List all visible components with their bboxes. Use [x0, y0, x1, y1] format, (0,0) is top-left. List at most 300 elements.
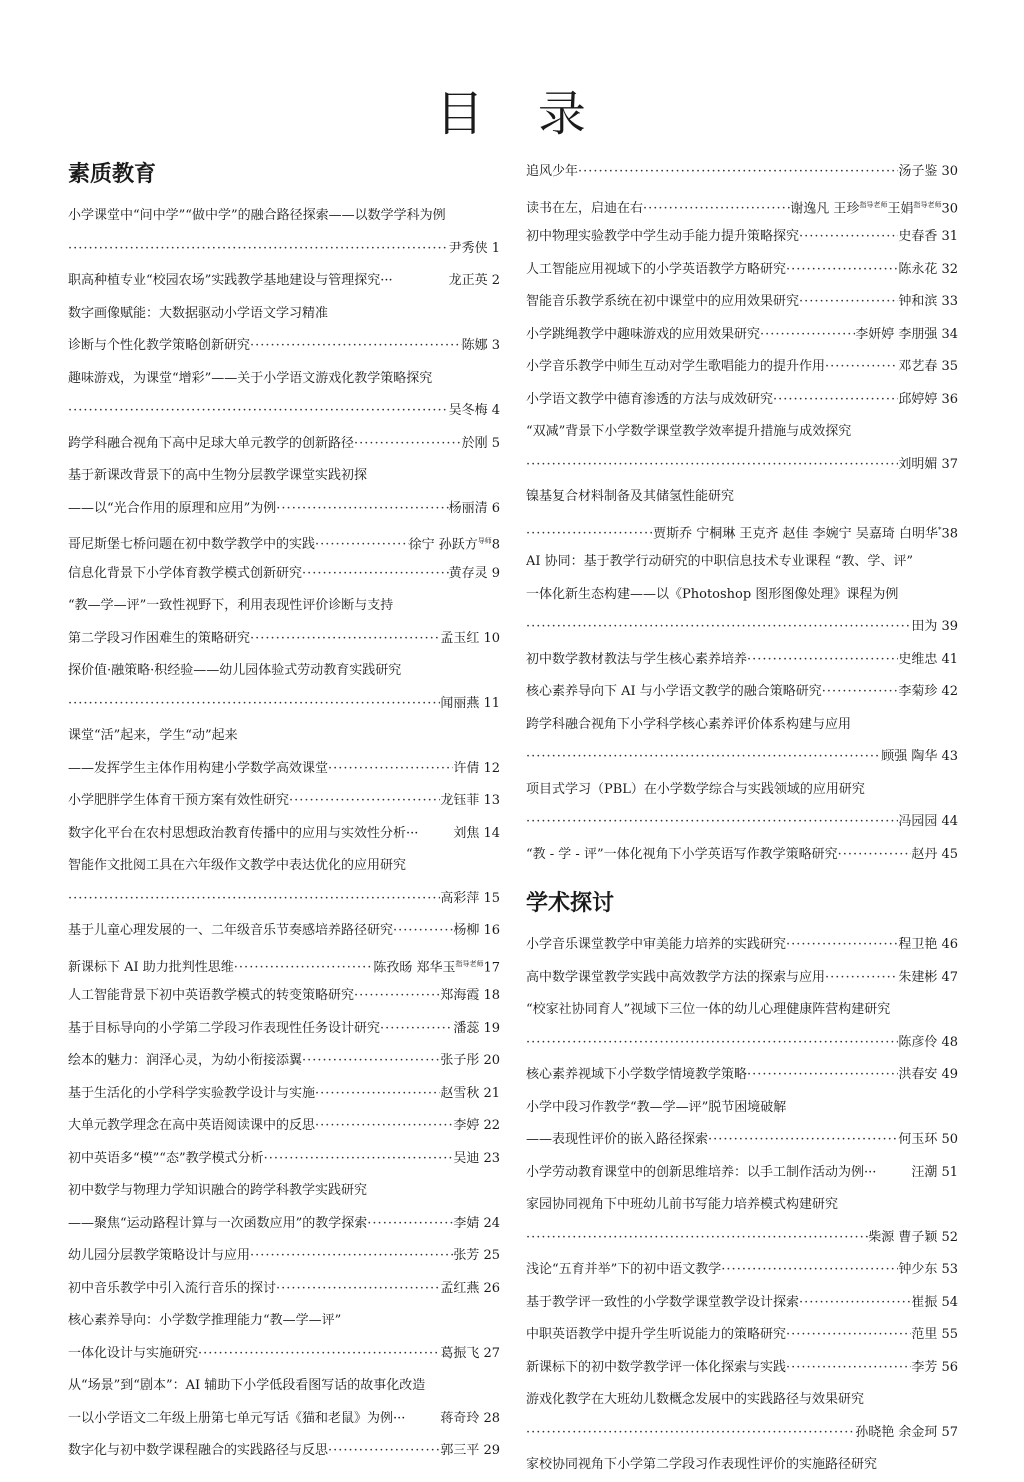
toc-author: 邱婷婷 36 — [898, 391, 958, 407]
toc-leader-dots — [747, 1059, 898, 1092]
toc-leader-dots — [354, 428, 462, 461]
toc-entry — [68, 720, 500, 753]
toc-leader-dots — [234, 952, 374, 980]
toc-entry-title: 追风少年 — [526, 164, 579, 179]
toc-author: 高彩萍 15 — [440, 890, 500, 906]
toc-entry — [68, 980, 500, 1013]
toc-entry-title: 核心素养导向下 AI 与小学语文教学的融合策略研究 — [526, 684, 822, 699]
toc-page-number: 17 — [483, 959, 500, 975]
toc-entry-title: 跨学科融合视角下小学科学核心素养评价体系构建与应用 — [526, 716, 852, 732]
toc-leader-dots — [315, 529, 409, 557]
toc-entries-right-bottom — [526, 929, 958, 1482]
toc-entry-title: 人工智能应用视域下的小学英语教学方略研究 — [526, 261, 787, 277]
toc-author: 杨丽清 6 — [448, 500, 500, 516]
toc-entry-title: 核心素养视域下小学数学情境教学策略 — [526, 1067, 748, 1082]
toc-entry-author-page — [898, 254, 958, 287]
toc-entry — [68, 785, 500, 818]
toc-entry-title: 数字化平台在农村思想政治教育传播中的应用与实效性分析··· — [68, 825, 419, 841]
toc-entry — [526, 189, 958, 222]
toc-entry-title: AI 协同：基于教学行动研究的中职信息技术专业课程 “教、学、评” — [526, 554, 914, 569]
toc-author: 徐宁 孙跃方 — [408, 537, 478, 553]
toc-entry-title: “教 - 学 - 评”一体化视角下小学英语写作教学策略研究 — [526, 846, 838, 862]
toc-entry-author-page — [911, 611, 958, 644]
toc-entry-author-page — [898, 1059, 958, 1092]
toc-author-note: 导师 — [477, 537, 492, 545]
toc-entry-title: 小学课堂中“问中学”“做中学”的融合路径探索——以数学学科为例 — [68, 208, 446, 223]
toc-leader-dots — [526, 1027, 898, 1060]
toc-entry — [526, 514, 958, 547]
page-title: 目 录 — [435, 86, 589, 142]
toc-entry-author-page — [440, 623, 500, 656]
toc-entry-author-page — [440, 1403, 500, 1436]
toc-entry-title: 小学跳绳教学中趣味游戏的应用效果研究 — [526, 326, 761, 342]
toc-entry-author-page — [453, 818, 500, 851]
toc-entry-author-page — [881, 741, 958, 774]
toc-entry — [526, 962, 958, 995]
toc-entry — [68, 200, 500, 233]
toc-entry-author-page — [440, 785, 500, 818]
toc-author: 於刚 5 — [461, 435, 500, 451]
toc-entry-author-page — [440, 688, 500, 721]
toc-entry — [526, 1222, 958, 1255]
toc-leader-dots — [708, 1124, 898, 1157]
toc-leader-dots — [578, 156, 898, 189]
toc-leader-dots — [526, 1417, 855, 1450]
toc-leader-dots — [760, 319, 855, 352]
toc-leader-dots — [68, 395, 449, 428]
toc-author: 吴冬梅 4 — [448, 403, 500, 418]
toc-entry-title: 绘本的魅力：润泽心灵，为幼小衔接添翼 — [68, 1053, 303, 1068]
toc-entry — [526, 709, 958, 742]
toc-entry-author-page — [911, 1157, 958, 1190]
toc-author: 蒋奇玲 28 — [440, 1410, 500, 1426]
toc-entry — [68, 590, 500, 623]
toc-entry-title: 小学语文教学中德育渗透的方法与成效研究 — [526, 391, 774, 407]
toc-entry — [68, 1143, 500, 1176]
toc-entry — [526, 1352, 958, 1385]
toc-entry — [526, 839, 958, 872]
toc-entry-author-page — [453, 915, 500, 948]
toc-author: 尹秀侠 1 — [448, 240, 500, 256]
toc-author: 刘焦 14 — [453, 825, 500, 841]
toc-author: 杨柳 16 — [453, 923, 500, 938]
toc-entry-title: 课堂“活”起来，学生“动”起来 — [68, 728, 238, 743]
toc-leader-dots — [276, 493, 448, 526]
toc-entry-author-page — [449, 558, 500, 591]
toc-author: 贾斯乔 宁桐琳 王克齐 赵佳 李婉宁 吴嘉琦 白明华 — [653, 525, 938, 541]
toc-entry — [68, 1078, 500, 1111]
toc-leader-dots — [786, 1352, 911, 1385]
toc-entry-title: 一体化设计与实施研究 — [68, 1345, 199, 1361]
toc-leader-dots — [68, 233, 449, 266]
toc-entry-author-page — [449, 233, 500, 266]
toc-leader-dots — [825, 351, 898, 384]
toc-author: 潘蕊 19 — [453, 1020, 500, 1036]
toc-leader-dots — [526, 806, 898, 839]
toc-entry-author-page — [898, 806, 958, 839]
toc-entry — [68, 948, 500, 981]
toc-leader-dots — [68, 883, 440, 916]
toc-entry — [526, 319, 958, 352]
toc-leader-dots — [328, 1435, 440, 1468]
toc-leader-dots — [526, 611, 911, 644]
toc-entry — [526, 286, 958, 319]
toc-entry-title: 核心素养导向：小学数学推理能力“教—学—评” — [68, 1313, 342, 1328]
toc-entry — [526, 1254, 958, 1287]
toc-entry — [68, 623, 500, 656]
toc-entry-title: 智能作文批阅工具在六年级作文教学中表达优化的应用研究 — [68, 858, 407, 873]
toc-page-number: 王娟 — [887, 200, 914, 216]
toc-entry — [68, 363, 500, 396]
toc-leader-dots — [250, 330, 462, 363]
toc-entry-author-page — [449, 265, 500, 298]
toc-entry — [68, 1370, 500, 1403]
toc-author-note: 指导老师 — [455, 959, 484, 968]
toc-entry-author-page — [898, 1254, 958, 1287]
toc-entry-title: 高中数学课堂教学实践中高效教学方法的探索与应用 — [526, 969, 826, 985]
toc-author: 陈永花 32 — [898, 261, 958, 277]
toc-author: 洪春安 49 — [898, 1067, 958, 1082]
toc-entry-author-page — [449, 395, 500, 428]
toc-author: 史春香 31 — [898, 229, 958, 244]
toc-entry-author-page — [898, 156, 958, 189]
toc-entry — [68, 1338, 500, 1371]
toc-entry — [68, 655, 500, 688]
toc-entries-left — [68, 200, 500, 1468]
toc-leader-dots — [380, 1013, 453, 1046]
toc-entry-author-page — [453, 753, 500, 786]
toc-leader-dots — [198, 1338, 440, 1371]
toc-leader-dots — [838, 839, 912, 872]
toc-entry-title: ——发挥学生主体作用构建小学数学高效课堂 — [68, 760, 329, 776]
toc-entry-title: 初中英语多“模”“态”教学模式分析 — [68, 1150, 264, 1166]
toc-entry — [526, 384, 958, 417]
toc-entry-title: 探价值·融策略·积经验——幼儿园体验式劳动教育实践研究 — [68, 663, 402, 678]
toc-author: 陈彦伶 48 — [898, 1034, 958, 1050]
toc-entry-author-page — [911, 839, 958, 872]
toc-leader-dots — [264, 1143, 454, 1176]
toc-entry-title: 哥尼斯堡七桥问题在初中数学教学中的实践 — [68, 537, 316, 553]
toc-entry-author-page — [409, 525, 500, 558]
toc-entry-author-page — [898, 221, 958, 254]
toc-entry — [68, 298, 500, 331]
toc-entry — [526, 1384, 958, 1417]
toc-leader-dots — [799, 221, 898, 254]
toc-entry — [526, 416, 958, 449]
toc-entry-author-page — [898, 1124, 958, 1157]
toc-author: 顾强 陶华 43 — [881, 749, 958, 764]
toc-entry-author-page — [653, 514, 958, 547]
toc-entry — [68, 1403, 500, 1436]
toc-author: 田为 39 — [911, 619, 958, 634]
toc-entry-title: 人工智能背景下初中英语教学模式的转变策略研究 — [68, 988, 355, 1003]
toc-leader-dots — [526, 449, 898, 482]
toc-leader-dots — [799, 1287, 911, 1320]
toc-entry-title: 镍基复合材料制备及其储氢性能研究 — [526, 489, 735, 504]
toc-entry — [68, 1273, 500, 1306]
toc-entry — [68, 883, 500, 916]
toc-entry — [526, 741, 958, 774]
toc-author: 闻丽燕 11 — [440, 695, 500, 711]
toc-entry-author-page — [911, 1287, 958, 1320]
toc-author: 汤子鉴 30 — [898, 164, 958, 179]
toc-leader-dots — [302, 1045, 440, 1078]
toc-leader-dots — [315, 1110, 453, 1143]
toc-leader-dots — [773, 384, 898, 417]
toc-entry — [526, 1319, 958, 1352]
toc-entry-author-page — [898, 1027, 958, 1060]
toc-entry — [526, 579, 958, 612]
toc-entry — [68, 1305, 500, 1338]
toc-entry — [68, 265, 500, 298]
toc-entry-title: “教—学—评”一致性视野下，利用表现性评价诊断与支持 — [68, 598, 394, 613]
toc-entry-author-page — [462, 428, 500, 461]
toc-entry — [526, 254, 958, 287]
toc-author: 龙正英 2 — [448, 273, 500, 288]
toc-entry — [526, 611, 958, 644]
toc-entry-title: 信息化背景下小学体育教学模式创新研究 — [68, 565, 303, 581]
toc-entry — [526, 774, 958, 807]
toc-author: 钟少东 53 — [898, 1262, 958, 1277]
toc-leader-dots — [250, 1240, 453, 1273]
toc-entry — [526, 481, 958, 514]
toc-entry-title: 趣味游戏，为课堂“增彩”——关于小学语文游戏化教学策略探究 — [68, 370, 433, 386]
toc-author: 郑海霞 18 — [440, 988, 500, 1003]
toc-author: 陈孜旸 郑华玉 — [373, 959, 456, 975]
toc-author: 李菊珍 42 — [898, 684, 958, 699]
toc-entry-author-page — [440, 1273, 500, 1306]
toc-author: 黄存灵 9 — [448, 565, 500, 581]
toc-entry — [526, 1287, 958, 1320]
toc-leader-dots — [276, 1273, 440, 1306]
toc-author: 郭三平 29 — [440, 1443, 500, 1458]
toc-entry-author-page — [898, 384, 958, 417]
toc-leader-dots — [68, 688, 440, 721]
toc-entry-title: 从“场景”到“剧本”：AI 辅助下小学低段看图写话的故事化改造 — [68, 1378, 426, 1393]
toc-leader-dots — [250, 623, 440, 656]
toc-entry-author-page — [898, 286, 958, 319]
toc-entry — [526, 221, 958, 254]
toc-entry-title: 数字化与初中数学课程融合的实践路径与反思 — [68, 1443, 329, 1458]
toc-entry-title: 职高种植专业“校园农场”实践教学基地建设与管理探究··· — [68, 273, 393, 288]
toc-entry-author-page — [898, 449, 958, 482]
toc-entry-author-page — [440, 1338, 500, 1371]
toc-entry-title: 小学劳动教育课堂中的创新思维培养：以手工制作活动为例··· — [526, 1164, 877, 1180]
toc-entry-author-page — [449, 493, 500, 526]
toc-entry-title: 初中音乐教学中引入流行音乐的探讨 — [68, 1280, 277, 1296]
toc-entry-title: 数字画像赋能：大数据驱动小学语文学习精准 — [68, 305, 329, 321]
toc-entry-author-page — [453, 1208, 500, 1241]
toc-entry-author-page — [440, 1078, 500, 1111]
toc-entry — [526, 1092, 958, 1125]
toc-entry-title: 幼儿园分层教学策略设计与应用 — [68, 1248, 251, 1263]
toc-leader-dots — [822, 676, 899, 709]
toc-author: 许倩 12 — [453, 760, 500, 776]
toc-entry — [526, 449, 958, 482]
toc-leader-dots — [747, 644, 898, 677]
toc-entry-author-page — [898, 644, 958, 677]
toc-entry — [68, 460, 500, 493]
toc-entry — [68, 850, 500, 883]
toc-entry — [526, 929, 958, 962]
toc-entry — [526, 1449, 958, 1482]
toc-author: 龙钰菲 13 — [440, 793, 500, 808]
toc-author-note: 指导老师 — [913, 200, 942, 209]
toc-author-note: 指导老师 — [859, 200, 888, 209]
toc-author: 葛振飞 27 — [440, 1345, 500, 1361]
toc-entry-title: 初中物理实验教学中学生动手能力提升策略探究 — [526, 229, 800, 244]
toc-entry-author-page — [440, 980, 500, 1013]
toc-entry — [68, 1110, 500, 1143]
toc-entry-author-page — [911, 1319, 958, 1352]
toc-entry — [526, 1157, 958, 1190]
toc-author: 陈娜 3 — [461, 338, 500, 353]
toc-entry-title: 小学肥胖学生体育干预方案有效性研究 — [68, 793, 290, 808]
toc-entry-title: ——表现性评价的嵌入路径探索 — [526, 1132, 709, 1147]
toc-entry-title: 基于生活化的小学科学实验教学设计与实施 — [68, 1085, 316, 1101]
toc-entry — [68, 1435, 500, 1468]
toc-leader-dots — [302, 558, 449, 591]
toc-entry — [68, 1045, 500, 1078]
toc-entries-right-top — [526, 156, 958, 871]
toc-author: 李芳 56 — [911, 1359, 958, 1375]
toc-entry — [68, 1208, 500, 1241]
toc-entry-title: 基于教学评一致性的小学数学课堂教学设计探索 — [526, 1294, 800, 1310]
toc-entry-author-page — [898, 351, 958, 384]
toc-entry — [526, 1189, 958, 1222]
toc-entry — [68, 1175, 500, 1208]
toc-entry — [526, 546, 958, 579]
toc-entry-author-page — [453, 1240, 500, 1273]
toc-entry-title: 初中数学与物理力学知识融合的跨学科教学实践研究 — [68, 1183, 368, 1198]
toc-entry-title: 中职英语教学中提升学生听说能力的策略研究 — [526, 1327, 787, 1342]
toc-leader-dots — [799, 286, 898, 319]
toc-entry-title: 一体化新生态构建——以《Photoshop 图形图像处理》课程为例 — [526, 586, 899, 602]
toc-entry-author-page — [898, 676, 958, 709]
toc-entry — [526, 676, 958, 709]
toc-entry-title: 家校协同视角下小学第二学段习作表现性评价的实施路径研究 — [526, 1457, 878, 1472]
toc-leader-dots — [721, 1254, 898, 1287]
toc-entry — [526, 806, 958, 839]
toc-author: 谢逸凡 王珍 — [790, 200, 860, 216]
toc-author: 范里 55 — [911, 1327, 958, 1342]
toc-entry-author-page — [855, 1417, 958, 1450]
toc-leader-dots — [786, 254, 898, 287]
toc-author: 李婧 24 — [453, 1215, 500, 1231]
toc-entry-author-page — [453, 1110, 500, 1143]
toc-author: 程卫艳 46 — [898, 937, 958, 952]
toc-entry — [526, 1124, 958, 1157]
toc-entry-title: 游戏化教学在大班幼儿数概念发展中的实践路径与效果研究 — [526, 1392, 865, 1407]
toc-entry — [526, 1059, 958, 1092]
toc-entry — [526, 644, 958, 677]
toc-author: 钟和滨 33 — [898, 294, 958, 309]
toc-entry — [68, 493, 500, 526]
toc-entry-title: 项目式学习（PBL）在小学数学综合与实践领域的应用研究 — [526, 781, 865, 797]
toc-entry-author-page — [462, 330, 500, 363]
toc-author: 张芳 25 — [453, 1248, 500, 1263]
toc-entry-title: 一以小学语文二年级上册第七单元写话《猫和老鼠》为例··· — [68, 1410, 406, 1426]
toc-entry-title: 新课标下 AI 助力批判性思维 — [68, 959, 234, 975]
toc-author: 孙晓艳 余金珂 57 — [855, 1424, 958, 1440]
toc-entry — [68, 233, 500, 266]
toc-leader-dots — [328, 753, 453, 786]
toc-page-number: 8 — [491, 537, 500, 553]
toc-entry-title: ——聚焦“运动路程计算与一次函数应用”的教学探索 — [68, 1215, 368, 1231]
toc-entry-title: 小学中段习作教学“教—学—评”脱节困境破解 — [526, 1099, 787, 1115]
toc-entry-title: 第二学段习作困难生的策略研究 — [68, 630, 251, 646]
toc-entry — [68, 1013, 500, 1046]
toc-entry — [68, 395, 500, 428]
toc-entry — [68, 915, 500, 948]
toc-author: 孟红燕 26 — [440, 1280, 500, 1296]
toc-entry-title: 浅论“五育并举”下的初中语文教学 — [526, 1262, 722, 1277]
toc-left-column — [68, 156, 500, 1468]
toc-author: 张子彤 20 — [440, 1053, 500, 1068]
toc-entry-author-page — [911, 1352, 958, 1385]
toc-author: 赵雪秋 21 — [440, 1085, 500, 1101]
toc-author: 朱建彬 47 — [898, 969, 958, 985]
section-heading-academic-discussion: 学术探讨 — [526, 891, 615, 916]
toc-entry-title: 新课标下的初中数学教学评一体化探索与实践 — [526, 1359, 787, 1375]
toc-entry-title: 读书在左，启迪在右 — [526, 200, 644, 216]
toc-entry — [68, 753, 500, 786]
toc-entry — [68, 688, 500, 721]
toc-leader-dots — [643, 193, 790, 221]
toc-entry-author-page — [440, 1045, 500, 1078]
toc-page-number: 30 — [941, 200, 958, 216]
toc-entry-author-page — [898, 962, 958, 995]
toc-entry-title: 大单元教学理念在高中英语阅读课中的反思 — [68, 1118, 316, 1133]
toc-entry — [68, 558, 500, 591]
toc-author: 刘明媚 37 — [898, 456, 958, 472]
toc-entry-author-page — [868, 1222, 958, 1255]
toc-entry-title: ——以“光合作用的原理和应用”为例 — [68, 500, 277, 516]
toc-author-note: * — [937, 525, 942, 534]
section-heading-quality-education: 素质教育 — [68, 162, 157, 187]
toc-leader-dots — [315, 1078, 440, 1111]
toc-entry-title: 智能音乐教学系统在初中课堂中的应用效果研究 — [526, 294, 800, 309]
toc-leader-dots — [289, 785, 440, 818]
toc-author: 崔振 54 — [911, 1294, 958, 1310]
toc-entry-author-page — [453, 1013, 500, 1046]
toc-entry-title: 跨学科融合视角下高中足球大单元教学的创新路径 — [68, 435, 355, 451]
toc-entry — [526, 994, 958, 1027]
toc-author: 吴迪 23 — [453, 1150, 500, 1166]
toc-leader-dots — [393, 915, 453, 948]
toc-author: 邓艺春 35 — [898, 359, 958, 374]
toc-entry-title: 基于新课改背景下的高中生物分层教学课堂实践初探 — [68, 468, 368, 483]
toc-leader-dots — [354, 980, 440, 1013]
toc-leader-dots — [786, 929, 898, 962]
toc-entry-author-page — [373, 948, 500, 981]
toc-entry-title: “校家社协同育人”视域下三位一体的幼儿心理健康阵营构建研究 — [526, 1002, 891, 1017]
toc-entry-title: 基于目标导向的小学第二学段习作表现性任务设计研究 — [68, 1020, 381, 1036]
toc-entry-title: 基于儿童心理发展的一、二年级音乐节奏感培养路径研究 — [68, 923, 394, 938]
toc-entry — [68, 525, 500, 558]
toc-entry-title: 诊断与个性化教学策略创新研究 — [68, 338, 251, 353]
toc-page-number: 38 — [941, 525, 958, 541]
toc-entry-title: 小学音乐教学中师生互动对学生歌唱能力的提升作用 — [526, 359, 826, 374]
toc-entry — [68, 818, 500, 851]
toc-entry — [68, 330, 500, 363]
toc-entry-author-page — [440, 883, 500, 916]
toc-entry — [68, 1240, 500, 1273]
toc-entry-author-page — [855, 319, 958, 352]
toc-entry-author-page — [898, 929, 958, 962]
toc-entry-author-page — [453, 1143, 500, 1176]
toc-entry — [526, 1417, 958, 1450]
